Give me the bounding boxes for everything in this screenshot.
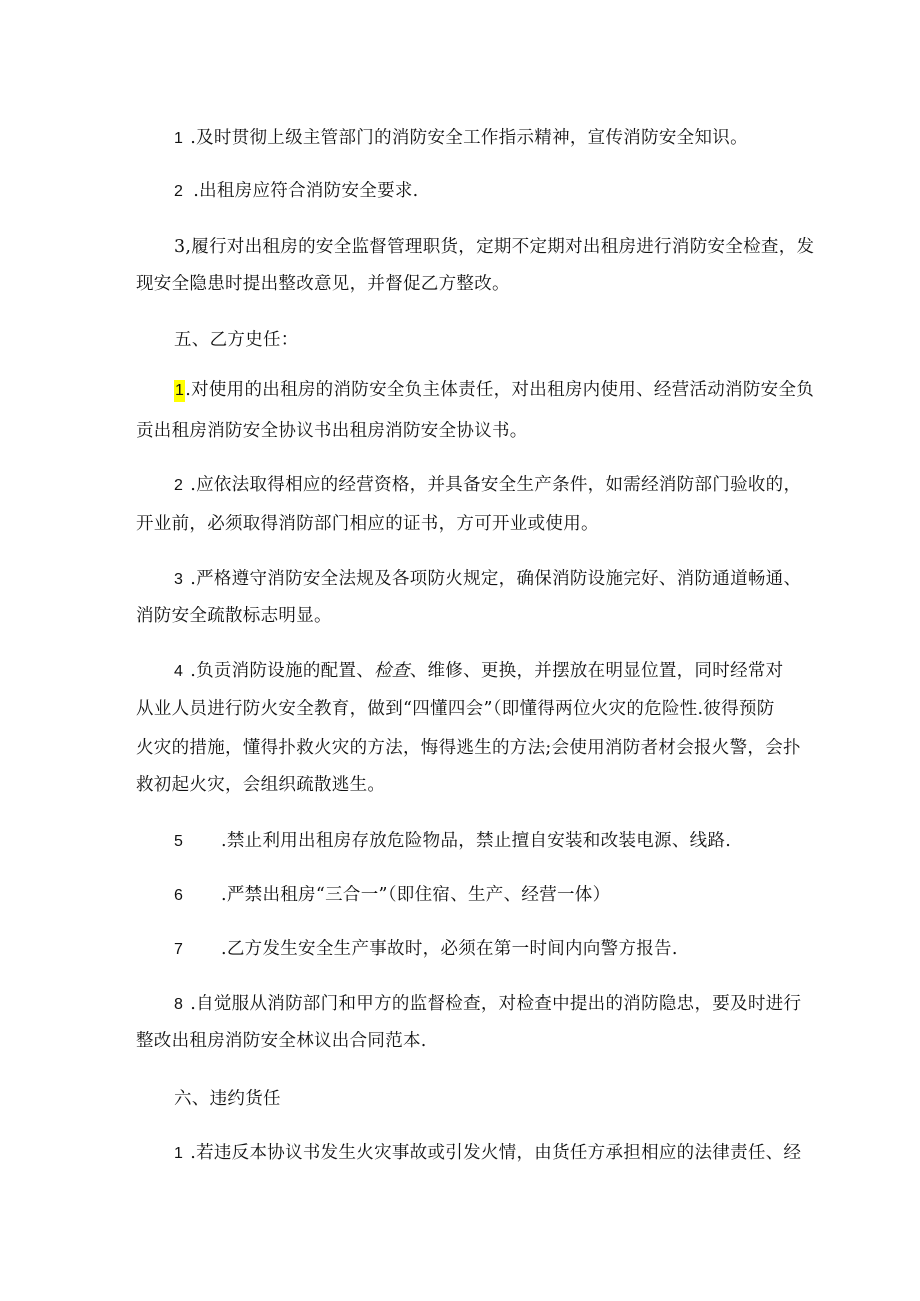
paragraph-3-line-1 (174, 236, 834, 258)
paragraph-b4-line-3 (136, 737, 801, 759)
item-number: 2 (174, 183, 184, 200)
paragraph-b4-line-4 (136, 774, 796, 796)
paragraph-text: .负贡消防设施的配置、 (190, 661, 375, 681)
paragraph-b4-line-1 (174, 660, 834, 683)
paragraph-b6 (174, 884, 834, 907)
item-number: 3 (174, 571, 184, 588)
paragraph-text: 、维修、更换，并摆放在明显位置，同时经常对 (409, 661, 784, 681)
item-number: 8 (174, 996, 184, 1013)
paragraph-text: .应依法取得相应的经营资格，并具备安全生产条件，如需经消防部门验收的， (190, 475, 802, 495)
paragraph-1 (174, 127, 834, 150)
paragraph-text: 贡出租房消防安全协议书出租房消防安全协议书。 (136, 421, 528, 441)
paragraph-b5 (174, 830, 834, 853)
paragraph-text: 现安全隐患时提出整改意见，并督促乙方整改。 (136, 274, 510, 294)
italic-text: 检查 (374, 661, 410, 681)
paragraph-3-line-2 (136, 273, 796, 295)
paragraph-2 (174, 180, 834, 203)
highlighted-item-number: 1 (174, 380, 185, 402)
paragraph-b2-line-1 (174, 474, 834, 497)
item-number: 1 (174, 1145, 184, 1162)
heading-text: 六、违约货任 (174, 1089, 281, 1109)
paragraph-b8-line-1 (174, 993, 834, 1016)
paragraph-text: 整改出租房消防安全林议出合同范本. (136, 1031, 427, 1051)
paragraph-text: .严格遵守消防安全法规及各项防火规定，确保消防设施完好、消防通道畅通、 (190, 569, 802, 589)
item-number: 1 (174, 130, 184, 147)
paragraph-text: .禁止利用出租房存放危险物品，禁止擅自安装和改装电源、线路. (221, 831, 732, 851)
item-number: 5 (174, 833, 184, 850)
paragraph-b1-line-2 (136, 420, 796, 442)
paragraph-text: 开业前，必须取得消防部门相应的证书，方可开业或使用。 (136, 514, 599, 534)
item-number: 2 (174, 477, 184, 494)
paragraph-text: .乙方发生安全生产事故时，必须在第一时间内向警方报告. (221, 939, 678, 959)
paragraph-text: .若违反本协议书发生火灾事故或引发火情，由货任方承担相应的法律责任、经 (190, 1143, 802, 1163)
paragraph-text: .出租房应符合消防安全要求. (193, 181, 419, 201)
paragraph-b8-line-2 (136, 1030, 796, 1052)
paragraph-text: 火灾的措施，懂得扑救火灾的方法，悔得逃生的方法;会使用消防者材会报火警，会扑 (136, 738, 801, 758)
paragraph-b4-line-2 (136, 698, 796, 720)
paragraph-text: .对使用的出租房的消防安全负主体责任，对出租房内使用、经营活动消防安全负 (185, 380, 815, 400)
item-number: 6 (174, 887, 184, 904)
paragraph-b2-line-2 (136, 513, 796, 535)
item-number: 7 (174, 941, 184, 958)
paragraph-text: .及时贯彻上级主管部门的消防安全工作指示精神，宣传消防安全知识。 (190, 128, 748, 148)
paragraph-text: .自觉服从消防部门和甲方的监督检查，对检查中提出的消防隐忠，要及时进行 (190, 994, 802, 1014)
paragraph-b7 (174, 938, 834, 961)
item-number: 4 (174, 663, 184, 680)
paragraph-c1 (174, 1142, 834, 1165)
paragraph-text: .严禁出租房“三合一”（即住宿、生产、经营一体） (221, 885, 611, 905)
paragraph-b3-line-1 (174, 568, 834, 591)
paragraph-b3-line-2 (136, 605, 796, 627)
paragraph-b1-line-1 (174, 379, 834, 402)
paragraph-text: 救初起火灾，会组织疏散逃生。 (136, 775, 386, 795)
section-heading-5 (174, 329, 834, 351)
paragraph-text: 消防安全疏散标志明显。 (136, 606, 332, 626)
section-heading-6 (174, 1088, 834, 1110)
paragraph-text: 3,履行对出租房的安全监督管理职货，定期不定期对出租房进行消防安全检查，发 (174, 237, 815, 257)
heading-text: 五、乙方史任： (174, 330, 299, 350)
paragraph-text: 从业人员进行防火安全教育，做到“四懂四会”（即懂得两位火灾的危险性.彼得预防 (136, 699, 775, 719)
